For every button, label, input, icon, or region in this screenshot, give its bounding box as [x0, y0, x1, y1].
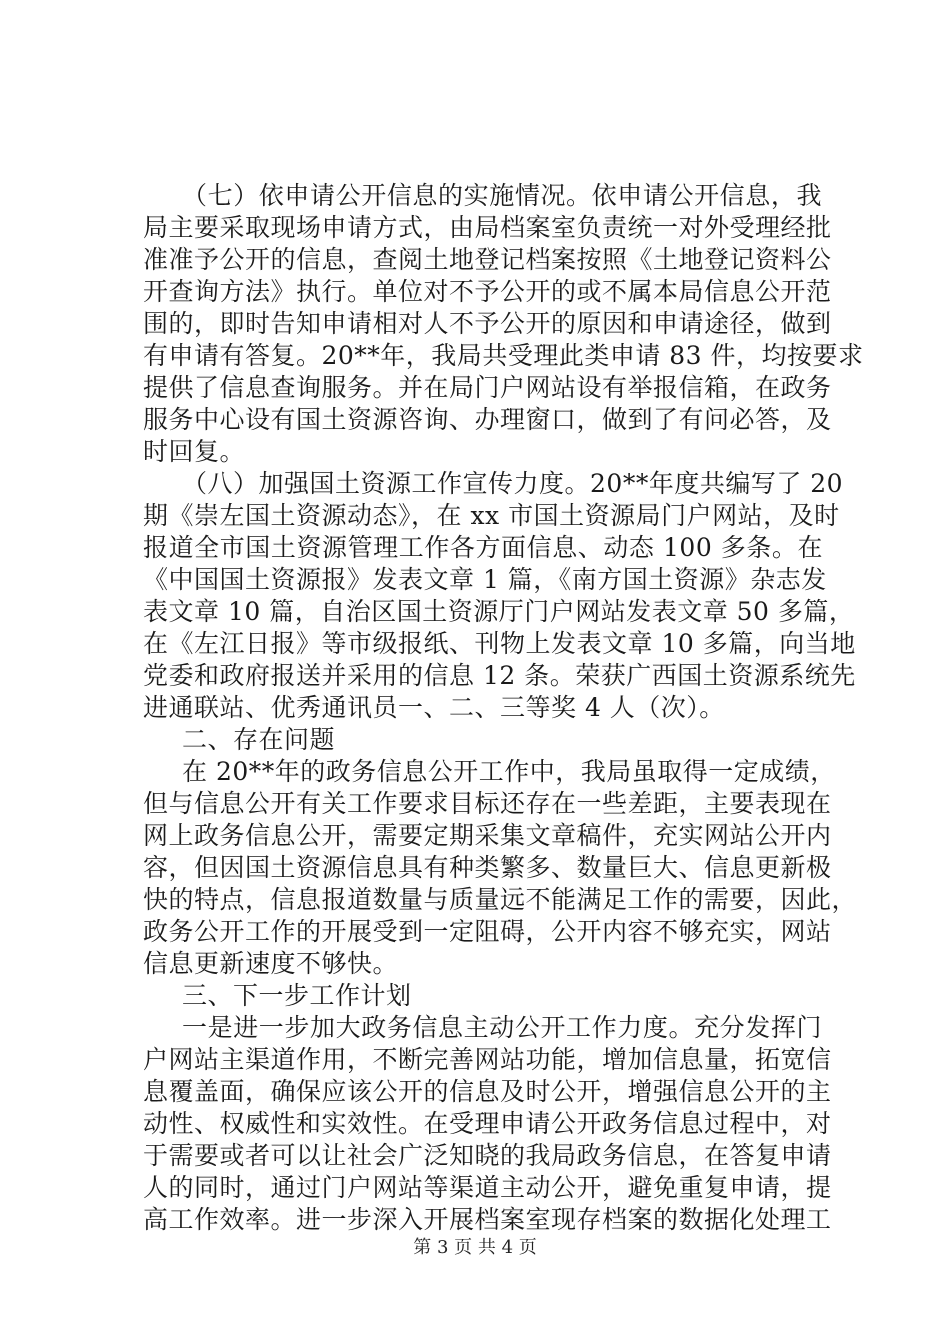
section-heading: 三、下一步工作计划: [182, 981, 412, 1010]
text-line: 息覆盖面，确保应该公开的信息及时公开，增强信息公开的主: [143, 1077, 832, 1106]
text-line: 进通联站、优秀通讯员一、二、三等奖 4 人（次）。: [143, 693, 725, 722]
text-line: 政务公开工作的开展受到一定阻碍，公开内容不够充实，网站: [143, 917, 832, 946]
text-line: 一是进一步加大政务信息主动公开工作力度。充分发挥门: [182, 1013, 822, 1042]
text-line: 服务中心设有国土资源咨询、办理窗口，做到了有问必答，及: [143, 405, 832, 434]
text-line: 《中国国土资源报》发表文章 1 篇，《南方国土资源》杂志发: [143, 565, 827, 594]
text-line: 准准予公开的信息，查阅土地登记档案按照《土地登记资料公: [143, 245, 832, 274]
text-line: 网上政务信息公开，需要定期采集文章稿件，充实网站公开内: [143, 821, 832, 850]
text-line: 容，但因国土资源信息具有种类繁多、数量巨大、信息更新极: [143, 853, 832, 882]
text-line: 表文章 10 篇，自治区国土资源厅门户网站发表文章 50 多篇，: [143, 597, 855, 626]
text-line: 期《崇左国土资源动态》，在 xx 市国土资源局门户网站，及时: [143, 501, 840, 530]
text-line: （八）加强国土资源工作宣传力度。20**年度共编写了 20: [182, 469, 844, 498]
text-line: 报道全市国土资源管理工作各方面信息、动态 100 多条。在: [143, 533, 823, 562]
text-line: 动性、权威性和实效性。在受理申请公开政务信息过程中，对: [143, 1109, 832, 1138]
text-line: 有申请有答复。20**年，我局共受理此类申请 83 件，均按要求: [143, 341, 864, 370]
text-line: 党委和政府报送并采用的信息 12 条。荣获广西国土资源系统先: [143, 661, 856, 690]
page-number-footer: 第 3 页 共 4 页: [413, 1237, 537, 1258]
text-line: （七）依申请公开信息的实施情况。依申请公开信息，我: [182, 181, 822, 210]
text-line: 人的同时，通过门户网站等渠道主动公开，避免重复申请，提: [143, 1173, 832, 1202]
section-heading: 二、存在问题: [182, 725, 336, 754]
text-line: 时回复。: [143, 437, 246, 466]
text-line: 但与信息公开有关工作要求目标还存在一些差距，主要表现在: [143, 789, 832, 818]
text-line: 户网站主渠道作用，不断完善网站功能，增加信息量，拓宽信: [143, 1045, 832, 1074]
text-line: 于需要或者可以让社会广泛知晓的我局政务信息，在答复申请: [143, 1141, 832, 1170]
text-line: 高工作效率。进一步深入开展档案室现存档案的数据化处理工: [143, 1205, 832, 1234]
text-line: 提供了信息查询服务。并在局门户网站设有举报信箱，在政务: [143, 373, 832, 402]
text-line: 围的，即时告知申请相对人不予公开的原因和申请途径，做到: [143, 309, 832, 338]
text-line: 局主要采取现场申请方式，由局档案室负责统一对外受理经批: [143, 213, 832, 242]
text-line: 在《左江日报》等市级报纸、刊物上发表文章 10 多篇，向当地: [143, 629, 856, 658]
text-line: 快的特点，信息报道数量与质量远不能满足工作的需要，因此，: [143, 885, 858, 914]
text-line: 信息更新速度不够快。: [143, 949, 399, 978]
text-line: 开查询方法》执行。单位对不予公开的或不属本局信息公开范: [143, 277, 832, 306]
text-line: 在 20**年的政务信息公开工作中，我局虽取得一定成绩，: [182, 757, 836, 786]
